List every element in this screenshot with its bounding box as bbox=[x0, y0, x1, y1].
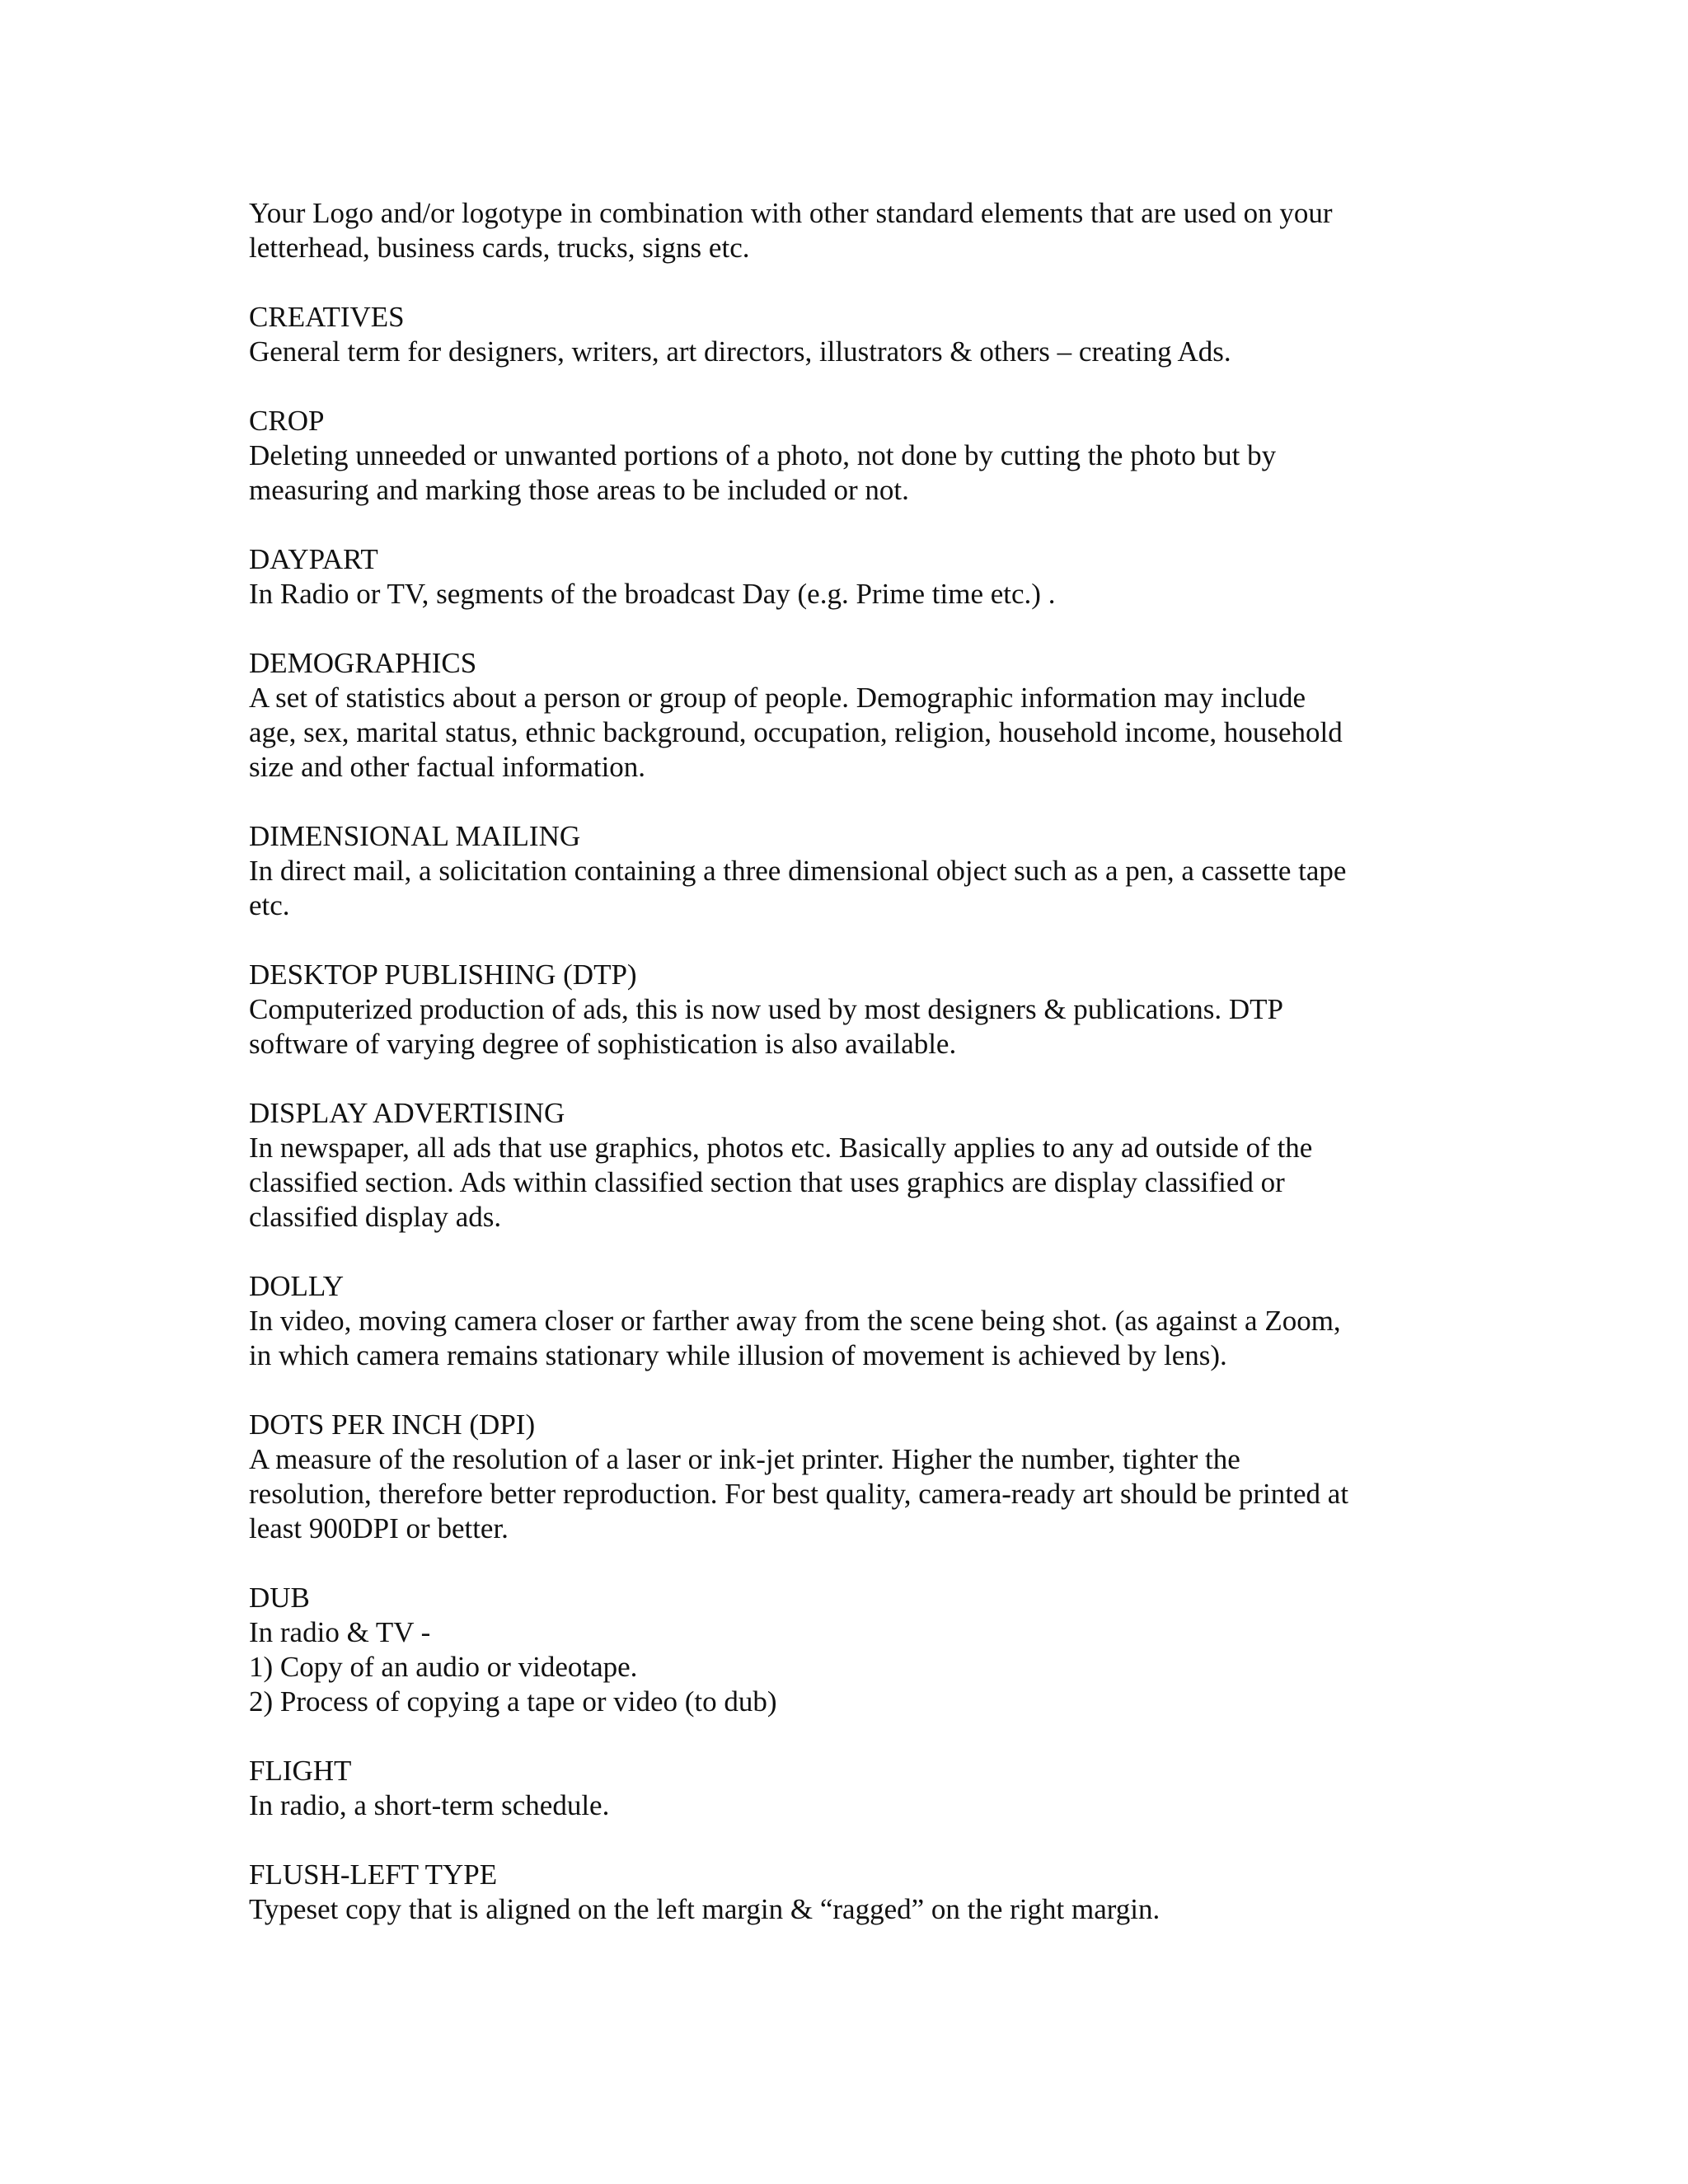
glossary-term: DOTS PER INCH (DPI) bbox=[249, 1408, 536, 1441]
definition-line: 2) Process of copying a tape or video (to dub) bbox=[249, 1685, 777, 1718]
glossary-entry-demographics bbox=[249, 646, 1419, 785]
glossary-term: DIMENSIONAL MAILING bbox=[249, 820, 581, 852]
definition-line: A measure of the resolution of a laser or ink-jet printer. Higher the number, tighter the bbox=[249, 1443, 1240, 1475]
glossary-definition bbox=[249, 1788, 1419, 1823]
glossary-definition bbox=[249, 1615, 1419, 1719]
glossary-term: DISPLAY ADVERTISING bbox=[249, 1097, 565, 1129]
glossary-definition bbox=[249, 1442, 1419, 1546]
definition-line: A set of statistics about a person or group of people. Demographic information may include bbox=[249, 682, 1306, 714]
definition-line: in which camera remains stationary while illusion of movement is achieved by lens). bbox=[249, 1339, 1227, 1371]
definition-line: In radio, a short-term schedule. bbox=[249, 1789, 610, 1821]
definition-line: classified section. Ads within classified section that uses graphics are display classified or bbox=[249, 1166, 1285, 1198]
glossary-term: DEMOGRAPHICS bbox=[249, 647, 477, 679]
intro-line: letterhead, business cards, trucks, signs etc. bbox=[249, 232, 750, 264]
definition-line: software of varying degree of sophistication is also available. bbox=[249, 1028, 957, 1060]
glossary-term: CROP bbox=[249, 405, 325, 437]
definition-line: age, sex, marital status, ethnic background, occupation, religion, household income, household bbox=[249, 716, 1343, 748]
glossary-term: DAYPART bbox=[249, 543, 378, 575]
intro-line: Your Logo and/or logotype in combination with other standard elements that are used on your bbox=[249, 197, 1333, 229]
definition-line: In video, moving camera closer or farther away from the scene being shot. (as against a Zoom, bbox=[249, 1305, 1341, 1337]
definition-line: classified display ads. bbox=[249, 1201, 502, 1233]
glossary-entry-desktop-publishing bbox=[249, 958, 1419, 1062]
glossary-entry-flight bbox=[249, 1754, 1419, 1823]
glossary-entry-daypart bbox=[249, 542, 1419, 612]
glossary-entry-dub bbox=[249, 1581, 1419, 1719]
glossary-term: DUB bbox=[249, 1582, 310, 1614]
definition-line: 1) Copy of an audio or videotape. bbox=[249, 1651, 638, 1683]
definition-line: etc. bbox=[249, 889, 290, 921]
glossary-entry-dots-per-inch bbox=[249, 1408, 1419, 1546]
glossary-definition bbox=[249, 1131, 1419, 1235]
glossary-entry-flush-left-type bbox=[249, 1858, 1419, 1927]
document-page bbox=[249, 196, 1419, 1961]
glossary-term: FLIGHT bbox=[249, 1755, 352, 1787]
definition-line: General term for designers, writers, art directors, illustrators & others – creating Ads. bbox=[249, 335, 1231, 368]
glossary-definition bbox=[249, 335, 1419, 369]
glossary-definition bbox=[249, 438, 1419, 508]
definition-line: size and other factual information. bbox=[249, 751, 646, 783]
definition-line: Computerized production of ads, this is now used by most designers & publications. DTP bbox=[249, 993, 1284, 1025]
definition-line: Deleting unneeded or unwanted portions of a photo, not done by cutting the photo but by bbox=[249, 439, 1277, 471]
glossary-entry-creatives bbox=[249, 300, 1419, 369]
glossary-definition bbox=[249, 681, 1419, 785]
definition-line: In radio & TV - bbox=[249, 1616, 431, 1648]
glossary-definition bbox=[249, 854, 1419, 923]
glossary-entry-dolly bbox=[249, 1269, 1419, 1373]
definition-line: measuring and marking those areas to be included or not. bbox=[249, 474, 909, 506]
glossary-definition bbox=[249, 577, 1419, 612]
glossary-term: DOLLY bbox=[249, 1270, 345, 1302]
definition-line: Typeset copy that is aligned on the left margin & “ragged” on the right margin. bbox=[249, 1893, 1160, 1925]
glossary-entry-crop bbox=[249, 404, 1419, 508]
glossary-term: DESKTOP PUBLISHING (DTP) bbox=[249, 958, 637, 991]
definition-line: In Radio or TV, segments of the broadcast Day (e.g. Prime time etc.) . bbox=[249, 578, 1056, 610]
glossary-entry-dimensional-mailing bbox=[249, 819, 1419, 923]
glossary-term: CREATIVES bbox=[249, 301, 405, 333]
definition-line: least 900DPI or better. bbox=[249, 1512, 509, 1544]
glossary-entry-display-advertising bbox=[249, 1096, 1419, 1235]
glossary-definition bbox=[249, 1304, 1419, 1373]
definition-line: In direct mail, a solicitation containing a three dimensional object such as a pen, a cassette tape bbox=[249, 855, 1347, 887]
glossary-term: FLUSH-LEFT TYPE bbox=[249, 1858, 498, 1891]
definition-line: resolution, therefore better reproduction. For best quality, camera-ready art should be printed at bbox=[249, 1478, 1349, 1510]
glossary-definition bbox=[249, 992, 1419, 1062]
intro-paragraph bbox=[249, 196, 1419, 265]
definition-line: In newspaper, all ads that use graphics, photos etc. Basically applies to any ad outside of the bbox=[249, 1132, 1313, 1164]
glossary-definition bbox=[249, 1892, 1419, 1927]
